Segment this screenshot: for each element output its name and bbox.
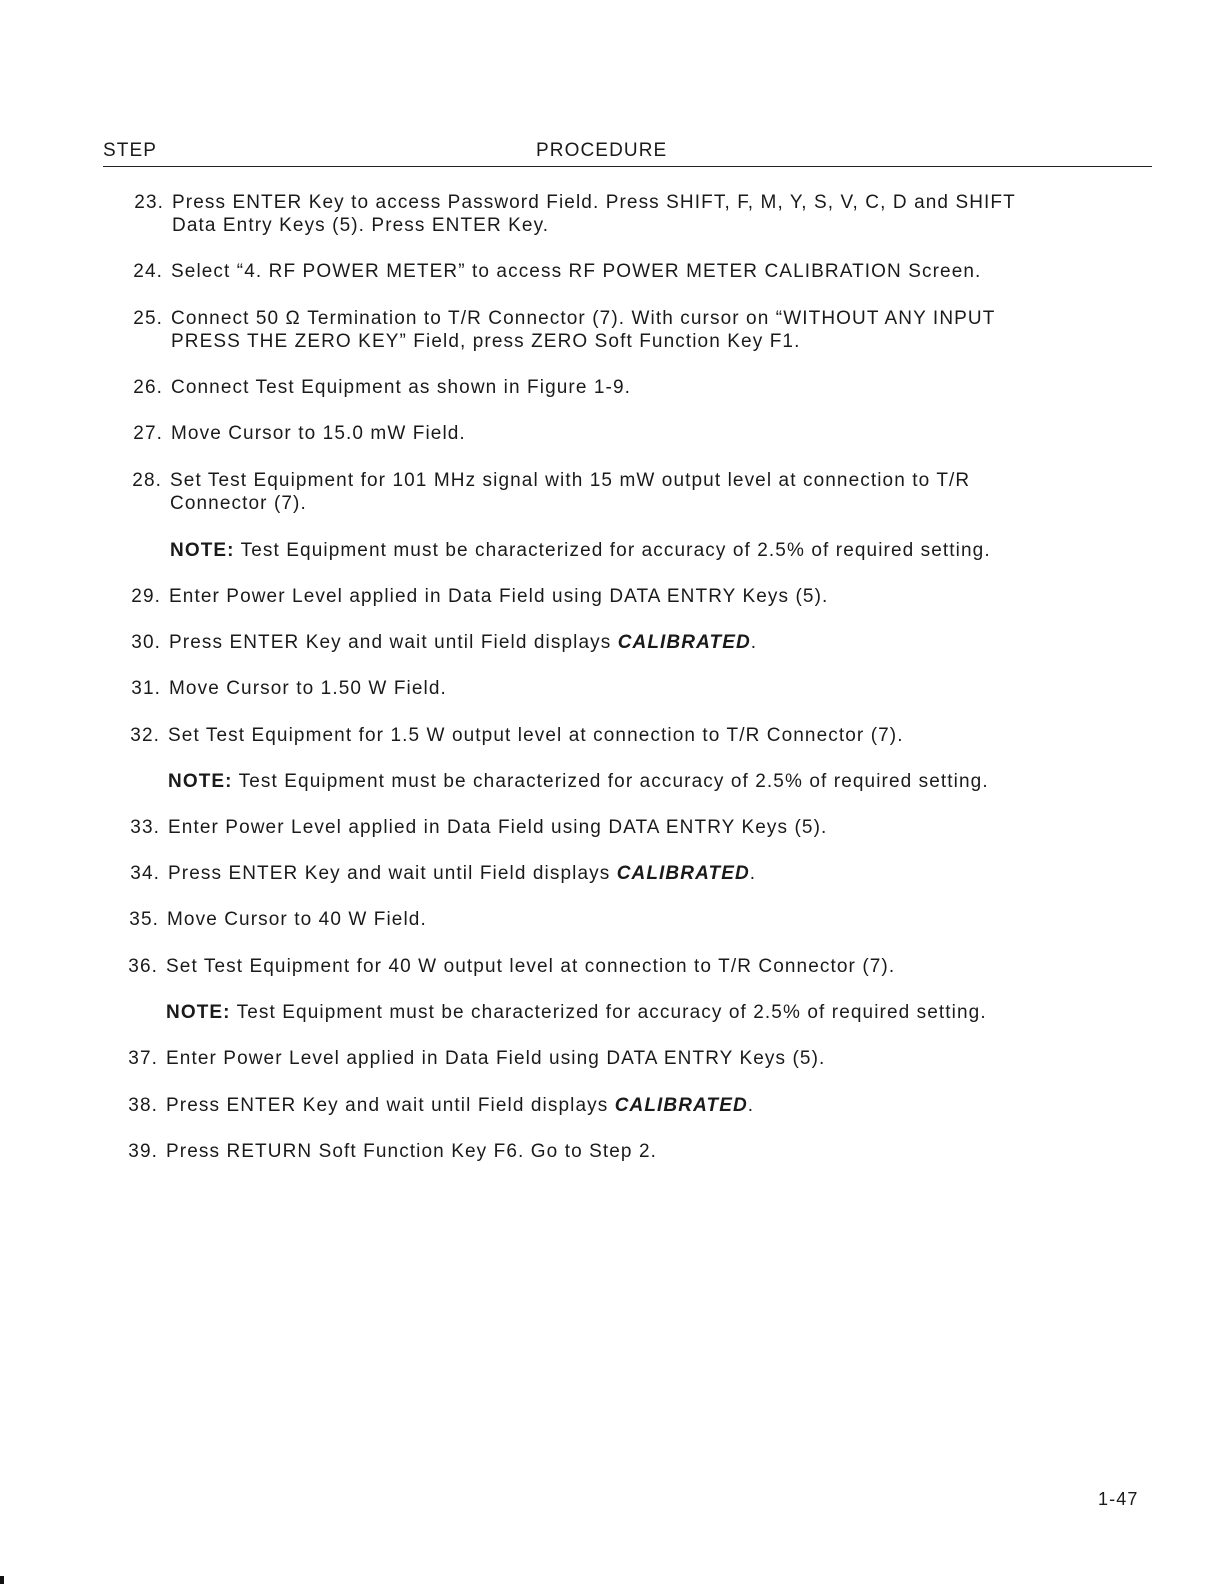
step-number: 25. <box>133 308 163 329</box>
step-27 <box>133 422 466 445</box>
step-number: 28. <box>132 470 162 491</box>
header-rule <box>103 166 1152 167</box>
step-number: 34. <box>130 863 160 884</box>
step-number: 32. <box>130 725 160 746</box>
step-text-line: PRESS THE ZERO KEY” Field, press ZERO Soft Function Key F1. <box>171 331 801 352</box>
step-text-line: Connect 50 Ω Termination to T/R Connector (7). With cursor on “WITHOUT ANY INPUT <box>171 308 996 329</box>
step-column-header: STEP <box>103 140 158 161</box>
note-text: Test Equipment must be characterized for accuracy of 2.5% of required setting. <box>230 1002 987 1023</box>
step-number: 33. <box>130 817 160 838</box>
step-34 <box>130 862 757 885</box>
note-text: Test Equipment must be characterized for accuracy of 2.5% of required setting. <box>234 540 991 561</box>
step-number: 24. <box>133 261 163 282</box>
step-text-line: Connect Test Equipment as shown in Figure 1-9. <box>171 377 632 398</box>
step-37 <box>128 1047 826 1070</box>
step-text-line: Enter Power Level applied in Data Field using DATA ENTRY Keys (5). <box>169 586 829 607</box>
step-number: 30. <box>131 632 161 653</box>
step-text-line: Move Cursor to 40 W Field. <box>167 909 427 930</box>
calibrated-status-text: CALIBRATED <box>617 632 751 653</box>
step-text-end: . <box>747 1095 755 1116</box>
step-31 <box>131 677 447 700</box>
step-text-line: Enter Power Level applied in Data Field using DATA ENTRY Keys (5). <box>168 817 828 838</box>
step-29 <box>131 585 829 608</box>
step-number: 29. <box>131 586 161 607</box>
step-number: 36. <box>128 956 158 977</box>
step-text: Press ENTER Key and wait until Field displays <box>168 863 617 884</box>
step-text-line: Set Test Equipment for 1.5 W output level at connection to T/R Connector (7). <box>168 725 904 746</box>
step-text-end: . <box>749 863 757 884</box>
step-35 <box>129 908 427 931</box>
step-text-line: Press ENTER Key to access Password Field. Press SHIFT, F, M, Y, S, V, C, D and SHIFT <box>172 192 1016 213</box>
note-3 <box>166 1001 987 1024</box>
step-text: Press ENTER Key and wait until Field displays <box>166 1095 615 1116</box>
step-38 <box>128 1094 755 1117</box>
step-30 <box>131 631 758 654</box>
calibrated-status-text: CALIBRATED <box>614 1095 748 1116</box>
note-label: NOTE: <box>170 540 235 561</box>
step-32 <box>130 724 904 747</box>
note-2 <box>168 770 989 793</box>
step-number: 39. <box>128 1141 158 1162</box>
step-28 <box>132 469 971 515</box>
step-number: 23. <box>134 192 164 213</box>
step-number: 38. <box>128 1095 158 1116</box>
step-number: 27. <box>133 423 163 444</box>
step-36 <box>128 955 896 978</box>
note-text: Test Equipment must be characterized for accuracy of 2.5% of required setting. <box>232 771 989 792</box>
procedure-column-header: PROCEDURE <box>536 140 668 161</box>
step-26 <box>133 376 632 399</box>
step-text-line: Connector (7). <box>170 493 307 514</box>
scan-edge-mark <box>0 1576 4 1584</box>
step-number: 26. <box>133 377 163 398</box>
note-label: NOTE: <box>166 1002 231 1023</box>
step-24 <box>133 260 982 283</box>
step-33 <box>130 816 828 839</box>
step-text-line: Select “4. RF POWER METER” to access RF POWER METER CALIBRATION Screen. <box>171 261 982 282</box>
note-1 <box>170 539 991 562</box>
step-text-line: Set Test Equipment for 40 W output level at connection to T/R Connector (7). <box>166 956 896 977</box>
page-number: 1-47 <box>1098 1489 1139 1509</box>
step-text-line: Move Cursor to 15.0 mW Field. <box>171 423 466 444</box>
step-text-line: Move Cursor to 1.50 W Field. <box>169 678 447 699</box>
step-number: 35. <box>129 909 159 930</box>
step-number: 31. <box>131 678 161 699</box>
step-23 <box>134 191 1016 237</box>
step-25 <box>133 307 996 353</box>
step-text-line: Enter Power Level applied in Data Field using DATA ENTRY Keys (5). <box>166 1048 826 1069</box>
step-text-line: Data Entry Keys (5). Press ENTER Key. <box>172 215 550 236</box>
step-text-end: . <box>750 632 758 653</box>
calibrated-status-text: CALIBRATED <box>616 863 750 884</box>
step-39 <box>128 1140 658 1163</box>
step-text: Press ENTER Key and wait until Field displays <box>169 632 618 653</box>
step-text-line: Press RETURN Soft Function Key F6. Go to Step 2. <box>166 1141 658 1162</box>
step-number: 37. <box>128 1048 158 1069</box>
step-text-line: Set Test Equipment for 101 MHz signal with 15 mW output level at connection to T/R <box>170 470 971 491</box>
note-label: NOTE: <box>168 771 233 792</box>
